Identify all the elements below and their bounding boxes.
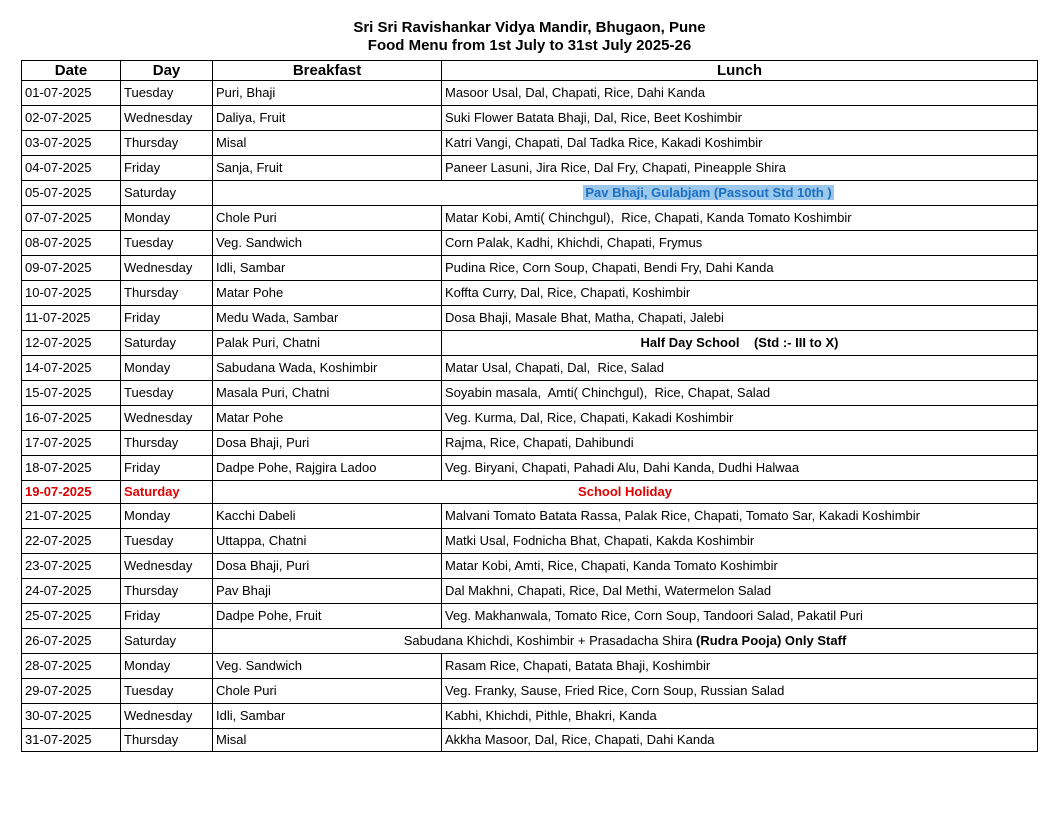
- day-cell: Thursday: [121, 131, 213, 156]
- day-cell: Friday: [121, 156, 213, 181]
- day-cell: Wednesday: [121, 256, 213, 281]
- table-row: [22, 256, 1038, 281]
- lunch-cell: Dal Makhni, Chapati, Rice, Dal Methi, Watermelon Salad: [442, 579, 1038, 604]
- breakfast-cell: Dadpe Pohe, Fruit: [213, 604, 442, 629]
- date-cell: 04-07-2025: [22, 156, 121, 181]
- table-row: [22, 529, 1038, 554]
- holiday-row: [22, 481, 1038, 504]
- breakfast-cell: Matar Pohe: [213, 281, 442, 306]
- lunch-cell: Matar Kobi, Amti, Rice, Chapati, Kanda Tomato Koshimbir: [442, 554, 1038, 579]
- lunch-cell: Paneer Lasuni, Jira Rice, Dal Fry, Chapati, Pineapple Shira: [442, 156, 1038, 181]
- day-cell: Thursday: [121, 729, 213, 752]
- menu-body: [22, 81, 1038, 752]
- table-row: [22, 704, 1038, 729]
- breakfast-cell: Pav Bhaji: [213, 579, 442, 604]
- table-row: [22, 579, 1038, 604]
- date-cell: 22-07-2025: [22, 529, 121, 554]
- column-header-day: Day: [121, 61, 213, 81]
- day-cell: Monday: [121, 504, 213, 529]
- column-header-lunch: Lunch: [442, 61, 1038, 81]
- breakfast-cell: Dadpe Pohe, Rajgira Ladoo: [213, 456, 442, 481]
- breakfast-cell: Veg. Sandwich: [213, 654, 442, 679]
- table-row: [22, 331, 1038, 356]
- day-cell: Thursday: [121, 579, 213, 604]
- table-row: [22, 306, 1038, 331]
- day-cell: Saturday: [121, 481, 213, 504]
- date-cell: 01-07-2025: [22, 81, 121, 106]
- table-row: [22, 356, 1038, 381]
- staff-menu-text: Sabudana Khichdi, Koshimbir + Prasadacha Shira: [403, 633, 693, 648]
- staff-note: (Rudra Pooja) Only Staff: [696, 633, 847, 648]
- lunch-cell: Rajma, Rice, Chapati, Dahibundi: [442, 431, 1038, 456]
- breakfast-cell: Uttappa, Chatni: [213, 529, 442, 554]
- day-cell: Saturday: [121, 181, 213, 206]
- day-cell: Thursday: [121, 431, 213, 456]
- table-row: [22, 554, 1038, 579]
- table-row: [22, 604, 1038, 629]
- breakfast-cell: Chole Puri: [213, 206, 442, 231]
- table-row: [22, 381, 1038, 406]
- day-cell: Wednesday: [121, 406, 213, 431]
- lunch-cell: Matar Kobi, Amti( Chinchgul), Rice, Chapati, Kanda Tomato Koshimbir: [442, 206, 1038, 231]
- lunch-cell: Soyabin masala, Amti( Chinchgul), Rice, Chapat, Salad: [442, 381, 1038, 406]
- date-cell: 05-07-2025: [22, 181, 121, 206]
- day-cell: Tuesday: [121, 81, 213, 106]
- table-row: [22, 406, 1038, 431]
- table-row: [22, 206, 1038, 231]
- breakfast-cell: Daliya, Fruit: [213, 106, 442, 131]
- lunch-cell: Pudina Rice, Corn Soup, Chapati, Bendi Fry, Dahi Kanda: [442, 256, 1038, 281]
- lunch-cell: Veg. Kurma, Dal, Rice, Chapati, Kakadi Koshimbir: [442, 406, 1038, 431]
- date-cell: 16-07-2025: [22, 406, 121, 431]
- table-row: [22, 456, 1038, 481]
- breakfast-cell: Dosa Bhaji, Puri: [213, 431, 442, 456]
- table-row: [22, 131, 1038, 156]
- holiday-cell: School Holiday: [213, 481, 1038, 504]
- breakfast-cell: Matar Pohe: [213, 406, 442, 431]
- lunch-cell: Suki Flower Batata Bhaji, Dal, Rice, Beet Koshimbir: [442, 106, 1038, 131]
- date-cell: 12-07-2025: [22, 331, 121, 356]
- table-row: [22, 106, 1038, 131]
- date-cell: 15-07-2025: [22, 381, 121, 406]
- date-cell: 03-07-2025: [22, 131, 121, 156]
- merged-menu-cell: [213, 181, 1038, 206]
- food-menu-table: [21, 60, 1038, 752]
- lunch-cell: Veg. Biryani, Chapati, Pahadi Alu, Dahi Kanda, Dudhi Halwaa: [442, 456, 1038, 481]
- menu-subtitle: Food Menu from 1st July to 31st July 2025-26: [367, 37, 692, 54]
- day-cell: Saturday: [121, 629, 213, 654]
- lunch-cell: Koffta Curry, Dal, Rice, Chapati, Koshimbir: [442, 281, 1038, 306]
- breakfast-cell: Palak Puri, Chatni: [213, 331, 442, 356]
- table-row: [22, 81, 1038, 106]
- table-row: [22, 156, 1038, 181]
- date-cell: 28-07-2025: [22, 654, 121, 679]
- date-cell: 30-07-2025: [22, 704, 121, 729]
- merged-menu-cell: [213, 629, 1038, 654]
- day-cell: Tuesday: [121, 679, 213, 704]
- breakfast-cell: Misal: [213, 131, 442, 156]
- day-cell: Monday: [121, 356, 213, 381]
- date-cell: 10-07-2025: [22, 281, 121, 306]
- breakfast-cell: Masala Puri, Chatni: [213, 381, 442, 406]
- table-row: [22, 654, 1038, 679]
- school-title: Sri Sri Ravishankar Vidya Mandir, Bhugaon, Pune: [353, 19, 706, 36]
- date-cell: 21-07-2025: [22, 504, 121, 529]
- day-cell: Tuesday: [121, 231, 213, 256]
- breakfast-cell: Puri, Bhaji: [213, 81, 442, 106]
- table-row: [22, 181, 1038, 206]
- date-cell: 07-07-2025: [22, 206, 121, 231]
- day-cell: Wednesday: [121, 554, 213, 579]
- day-cell: Tuesday: [121, 529, 213, 554]
- breakfast-cell: Chole Puri: [213, 679, 442, 704]
- table-row: [22, 504, 1038, 529]
- date-cell: 14-07-2025: [22, 356, 121, 381]
- header-row: [22, 61, 1038, 81]
- breakfast-cell: Idli, Sambar: [213, 256, 442, 281]
- date-cell: 19-07-2025: [22, 481, 121, 504]
- lunch-cell: Masoor Usal, Dal, Chapati, Rice, Dahi Kanda: [442, 81, 1038, 106]
- table-row: [22, 629, 1038, 654]
- lunch-cell: Corn Palak, Kadhi, Khichdi, Chapati, Frymus: [442, 231, 1038, 256]
- date-cell: 24-07-2025: [22, 579, 121, 604]
- date-cell: 17-07-2025: [22, 431, 121, 456]
- column-header-breakfast: Breakfast: [213, 61, 442, 81]
- day-cell: Monday: [121, 206, 213, 231]
- day-cell: Monday: [121, 654, 213, 679]
- lunch-cell: Matar Usal, Chapati, Dal, Rice, Salad: [442, 356, 1038, 381]
- breakfast-cell: Dosa Bhaji, Puri: [213, 554, 442, 579]
- day-cell: Saturday: [121, 331, 213, 356]
- breakfast-cell: Medu Wada, Sambar: [213, 306, 442, 331]
- breakfast-cell: Sabudana Wada, Koshimbir: [213, 356, 442, 381]
- lunch-cell: Kabhi, Khichdi, Pithle, Bhakri, Kanda: [442, 704, 1038, 729]
- breakfast-cell: Kacchi Dabeli: [213, 504, 442, 529]
- lunch-cell: Katri Vangi, Chapati, Dal Tadka Rice, Kakadi Koshimbir: [442, 131, 1038, 156]
- lunch-cell: Veg. Franky, Sause, Fried Rice, Corn Soup, Russian Salad: [442, 679, 1038, 704]
- date-cell: 31-07-2025: [22, 729, 121, 752]
- lunch-cell: Matki Usal, Fodnicha Bhat, Chapati, Kakda Koshimbir: [442, 529, 1038, 554]
- breakfast-cell: Misal: [213, 729, 442, 752]
- date-cell: 25-07-2025: [22, 604, 121, 629]
- table-row: [22, 281, 1038, 306]
- column-header-date: Date: [22, 61, 121, 81]
- date-cell: 18-07-2025: [22, 456, 121, 481]
- lunch-cell: Akkha Masoor, Dal, Rice, Chapati, Dahi Kanda: [442, 729, 1038, 752]
- table-row: [22, 431, 1038, 456]
- lunch-cell: Dosa Bhaji, Masale Bhat, Matha, Chapati, Jalebi: [442, 306, 1038, 331]
- day-cell: Friday: [121, 306, 213, 331]
- date-cell: 29-07-2025: [22, 679, 121, 704]
- day-cell: Friday: [121, 604, 213, 629]
- lunch-cell: Rasam Rice, Chapati, Batata Bhaji, Koshimbir: [442, 654, 1038, 679]
- day-cell: Friday: [121, 456, 213, 481]
- breakfast-cell: Sanja, Fruit: [213, 156, 442, 181]
- lunch-cell: Veg. Makhanwala, Tomato Rice, Corn Soup, Tandoori Salad, Pakatil Puri: [442, 604, 1038, 629]
- half-day-cell: Half Day School (Std :- III to X): [442, 331, 1038, 356]
- table-row: [22, 679, 1038, 704]
- table-row: [22, 231, 1038, 256]
- lunch-cell: Malvani Tomato Batata Rassa, Palak Rice, Chapati, Tomato Sar, Kakadi Koshimbir: [442, 504, 1038, 529]
- day-cell: Tuesday: [121, 381, 213, 406]
- date-cell: 11-07-2025: [22, 306, 121, 331]
- day-cell: Thursday: [121, 281, 213, 306]
- day-cell: Wednesday: [121, 704, 213, 729]
- table-row: [22, 729, 1038, 752]
- date-cell: 02-07-2025: [22, 106, 121, 131]
- date-cell: 23-07-2025: [22, 554, 121, 579]
- breakfast-cell: Veg. Sandwich: [213, 231, 442, 256]
- date-cell: 26-07-2025: [22, 629, 121, 654]
- breakfast-cell: Idli, Sambar: [213, 704, 442, 729]
- date-cell: 08-07-2025: [22, 231, 121, 256]
- highlighted-lunch: Pav Bhaji, Gulabjam (Passout Std 10th ): [585, 185, 832, 200]
- date-cell: 09-07-2025: [22, 256, 121, 281]
- day-cell: Wednesday: [121, 106, 213, 131]
